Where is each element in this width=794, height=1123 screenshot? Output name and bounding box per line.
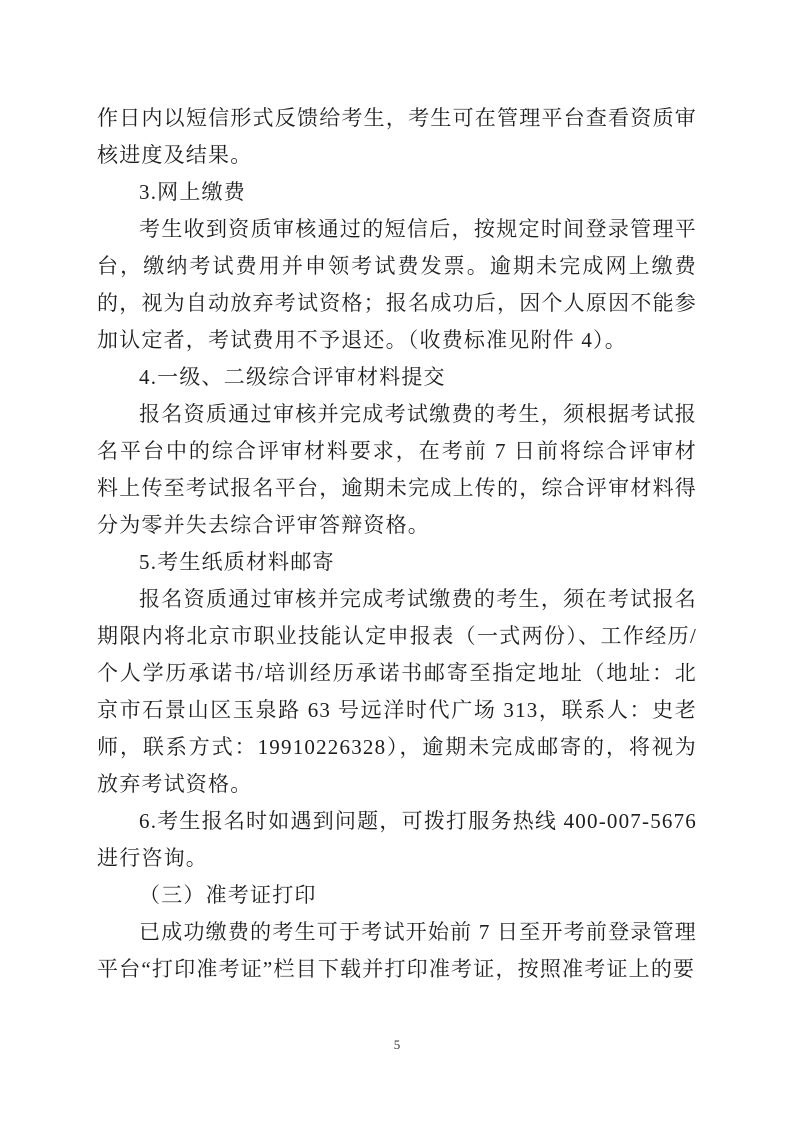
page-footer <box>0 1036 794 1054</box>
section-heading-admission-ticket: （三）准考证打印 <box>139 883 317 907</box>
paragraph-continuation: 作日内以短信形式反馈给考生，考生可在管理平台查看资质审核进度及结果。 <box>97 106 697 167</box>
paragraph-cutoff: 已成功缴费的考生可于考试开始前 7 日至开考前登录管理平台“打印准考证”栏目下载并打印准考证，按照准考证上的要 <box>97 920 697 981</box>
paragraph: 6.考生报名时如遇到问题，可拨打服务热线 400-007-5676 进行咨询。 <box>97 809 697 870</box>
paragraph: 报名资质通过审核并完成考试缴费的考生，须根据考试报名平台中的综合评审材料要求，在考前 7 日前将综合评审材料上传至考试报名平台，逾期未完成上传的，综合评审材料得分为零并失去综合评审答辩资格。 <box>97 402 697 537</box>
section-heading-online-payment: 3.网上缴费 <box>139 180 246 204</box>
paragraph: 报名资质通过审核并完成考试缴费的考生，须在考试报名期限内将北京市职业技能认定申报表（一式两份）、工作经历/个人学历承诺书/培训经历承诺书邮寄至指定地址（地址：北京市石景山区玉泉路 63 号远洋时代广场 313，联系人：史老师，联系方式：19910226328），逾期未完成邮寄的，将视为放弃考试资格。 <box>97 587 697 796</box>
paragraph: 考生收到资质审核通过的短信后，按规定时间登录管理平台，缴纳考试费用并申领考试费发票。逾期未完成网上缴费的，视为自动放弃考试资格；报名成功后，因个人原因不能参加认定者，考试费用不予退还。（收费标准见附件 4）。 <box>97 217 697 352</box>
section-heading-review-materials: 4.一级、二级综合评审材料提交 <box>139 365 446 389</box>
page-number: 5 <box>393 1037 401 1052</box>
document-body <box>97 100 697 988</box>
section-heading-paper-materials: 5.考生纸质材料邮寄 <box>139 550 335 574</box>
